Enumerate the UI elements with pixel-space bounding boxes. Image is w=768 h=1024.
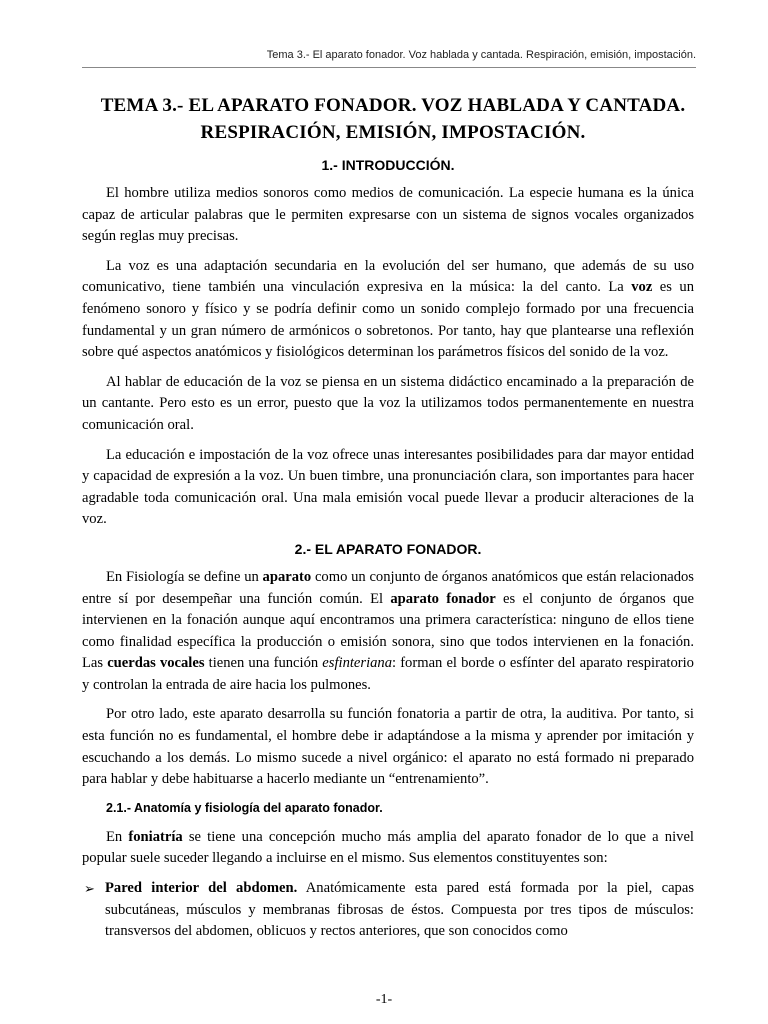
document-title [90, 92, 696, 146]
text-run: : forman el borde o esfínter del aparato respiratorio y controlan la entrada de aire hacia los pulmones. [82, 655, 694, 693]
paragraph: La educación e impostación de la voz ofrece unas interesantes posibilidades para dar mayor entidad y capacidad de expresión a la voz. Un buen timbre, una pronunciación clara, son importantes para hacer agradable toda comunicación oral. Una mala emisión vocal puede llevar a producir alteraciones de la voz. [82, 446, 694, 528]
header-divider [82, 67, 696, 68]
text-run: En Fisiología se define un [106, 568, 263, 585]
text-run: es un fenómeno sonoro y físico y se podría definir como un sonido complejo formado por una frecuencia fundamental y un gran número de armónicos o sobretonos. Por tanto, hay que plantearse una reflexión sobre qué aspectos anatómicos y fisiológicos determinan los parámetros físicos del sonido de la voz. [82, 279, 694, 361]
bold-term: Pared interior del abdomen. [105, 880, 298, 897]
bullet-item [82, 878, 694, 943]
paragraph [82, 827, 694, 870]
subsection-heading: 2.1.- Anatomía y fisiología del aparato fonador. [106, 800, 383, 815]
text-run: se tiene una concepción mucho más amplia del aparato fonador de lo que a nivel popular suele suceder llegando a incluirse en el mismo. Sus elementos constituyentes son: [82, 828, 694, 867]
bold-term: foniatría [128, 828, 183, 845]
text-run: como un conjunto de órganos anatómicos que están relacionados entre sí por desempeñar una función común. El [82, 568, 694, 607]
text-run: En [106, 828, 129, 845]
bold-term: cuerdas vocales [107, 655, 205, 672]
bold-term: voz [631, 279, 653, 296]
running-header: Tema 3.- El aparato fonador. Voz hablada y cantada. Respiración, emisión, impostación. [266, 49, 696, 61]
title-line-2: RESPIRACIÓN, EMISIÓN, IMPOSTACIÓN. [200, 122, 586, 143]
text-run: tienen una función [204, 655, 323, 672]
paragraph [82, 567, 694, 697]
paragraph: Al hablar de educación de la voz se piensa en un sistema didáctico encaminado a la preparación de un cantante. Pero esto es un error, puesto que la voz la utilizamos todos permanentemente en nuestra comunicación oral. [82, 373, 694, 433]
paragraph: El hombre utiliza medios sonoros como medios de comunicación. La especie humana es la única capaz de articular palabras que le permiten expresarse con un sistema de signos vocales organizados según reglas muy precisas. [82, 185, 694, 245]
page-number: -1- [375, 992, 393, 1007]
text-run: Anatómicamente esta pared está formada por la piel, capas subcutáneas, músculos y membranas fibrosas de éstos. Compuesta por tres tipos de músculos: transversos del abdomen, oblicuos y rectos anteriores, que son conocidos como [105, 880, 694, 940]
section-heading-introduccion: 1.- INTRODUCCIÓN. [321, 157, 455, 173]
text-run: es el conjunto de órganos que intervienen en la fonación aunque aquí encontramos una primera característica: ninguno de ellos tiene como finalidad específica la producción o emisión sonora, sino que todos intervienen en la fonación. Las [82, 590, 694, 672]
paragraph: Por otro lado, este aparato desarrolla su función fonatoria a partir de otra, la auditiva. Por tanto, si esta función no es fundamental, el hombre debe ir adaptándose a la misma y aprender por imitación y escuchando a los demás. Lo mismo sucede a nivel orgánico: el aparato no está formado ni preparado para hablar y debe habituarse a hacerlo mediante un “entrenamiento”. [82, 706, 694, 788]
document-body [82, 155, 694, 943]
section-heading-aparato-fonador: 2.- EL APARATO FONADOR. [294, 540, 482, 557]
text-run: La voz es una adaptación secundaria en la evolución del ser humano, que además de su uso comunicativo, tiene también una vinculación expresiva en la música: la del canto. La [82, 257, 694, 296]
italic-term: esfinteriana [322, 655, 393, 672]
bold-term: aparato [262, 568, 312, 585]
bold-term: aparato fonador [390, 590, 496, 607]
paragraph [82, 256, 694, 364]
arrow-bullet-icon: ➢ [84, 881, 95, 897]
title-line-1: TEMA 3.- EL APARATO FONADOR. VOZ HABLADA Y CANTADA. [100, 95, 686, 116]
